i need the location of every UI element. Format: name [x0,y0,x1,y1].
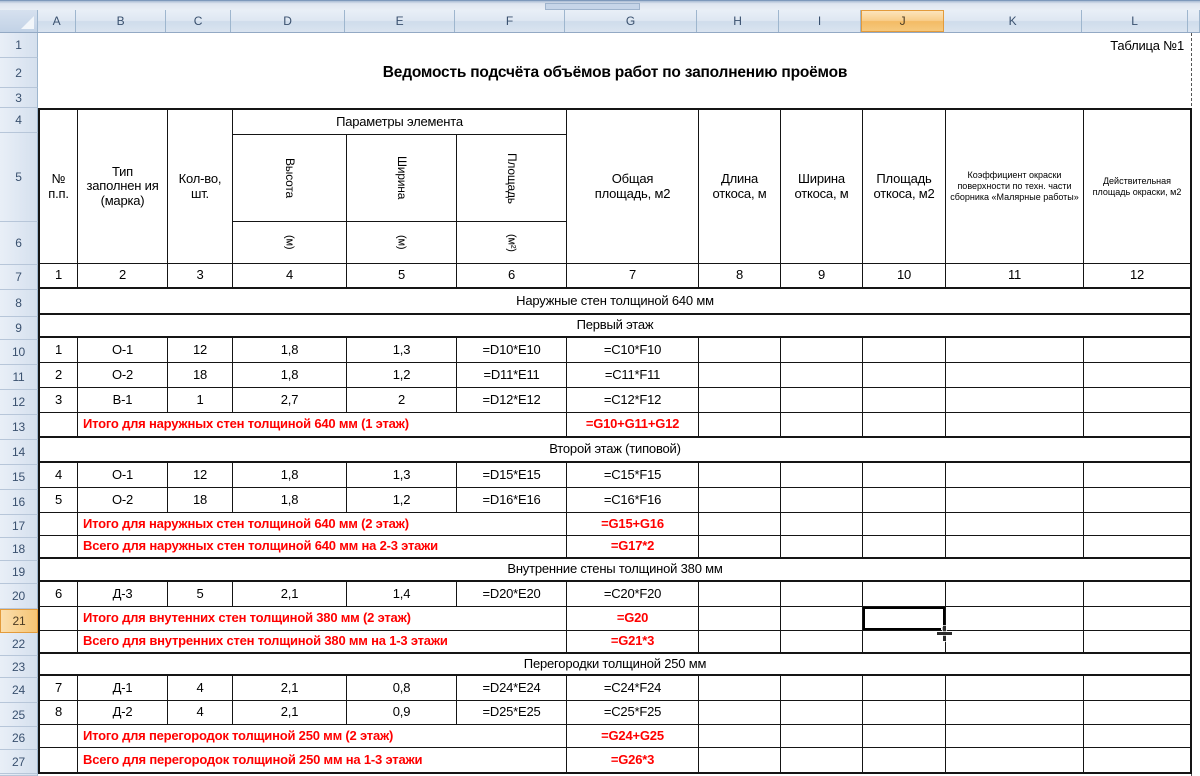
total-label-cell[interactable]: Итого для наружных стен толщиной 640 мм (2 этаж) [78,513,567,536]
table-cell[interactable]: О-1 [78,338,168,363]
header-cell-slope-area[interactable]: Площадь откоса, м2 [863,110,946,264]
section-row-cell[interactable]: Наружные стен толщиной 640 мм [40,289,1190,315]
table-cell[interactable] [946,725,1084,748]
formula-cell[interactable]: =G10+G11+G12 [567,413,699,438]
table-cell[interactable]: О-2 [78,363,168,388]
table-cell[interactable]: 4 [168,676,233,701]
table-cell[interactable]: Д-1 [78,676,168,701]
table-cell[interactable]: 18 [168,363,233,388]
table-cell[interactable]: 1,8 [233,363,347,388]
column-header-sliver [1188,10,1200,32]
table-cell[interactable] [781,582,863,607]
row-header-6[interactable]: 6 [0,222,38,265]
section-row-cell[interactable]: Первый этаж [40,315,1190,338]
row-header-24[interactable]: 24 [0,678,38,703]
column-number-cell[interactable]: 3 [168,264,233,289]
table-cell[interactable] [946,582,1084,607]
table-cell[interactable]: 2,1 [233,676,347,701]
table-cell[interactable] [946,488,1084,513]
table-cell[interactable] [781,631,863,654]
table-cell[interactable] [1084,536,1190,559]
table-cell[interactable] [946,338,1084,363]
table-cell[interactable] [863,363,946,388]
table-cell[interactable] [699,607,781,631]
row-header-14[interactable]: 14 [0,440,38,465]
row-header-26[interactable]: 26 [0,727,38,750]
worksheet-table [38,108,1192,774]
table-cell[interactable] [1084,338,1190,363]
column-number-cell[interactable]: 10 [863,264,946,289]
table-cell[interactable]: 18 [168,488,233,513]
row-header-2[interactable]: 2 [0,58,38,88]
table-cell[interactable] [1084,488,1190,513]
table-cell[interactable] [40,748,78,772]
table-cell[interactable]: 12 [168,463,233,488]
header-cell-area-unit[interactable]: (м²) [457,222,567,264]
column-header-G[interactable]: G [565,10,697,32]
table-cell[interactable] [781,513,863,536]
column-header-L[interactable]: L [1082,10,1188,32]
table-cell[interactable]: Д-3 [78,582,168,607]
column-number-cell[interactable]: 8 [699,264,781,289]
row-header-9[interactable]: 9 [0,317,38,340]
table-cell[interactable] [781,701,863,725]
table-cell[interactable]: 1,2 [347,488,457,513]
row-header-10[interactable]: 10 [0,340,38,365]
table-cell[interactable]: 2,7 [233,388,347,413]
table-cell[interactable] [946,413,1084,438]
table-cell[interactable] [781,363,863,388]
row-header-13[interactable]: 13 [0,415,38,440]
header-cell-slope-width[interactable]: Ширина откоса, м [781,110,863,264]
table-cell[interactable]: =C15*F15 [567,463,699,488]
table-cell[interactable] [946,748,1084,772]
column-number-cell[interactable]: 1 [40,264,78,289]
table-cell[interactable]: =D25*E25 [457,701,567,725]
table-cell[interactable]: 1,8 [233,338,347,363]
column-number-cell[interactable]: 12 [1084,264,1190,289]
table-cell[interactable] [946,513,1084,536]
formula-cell[interactable]: =G15+G16 [567,513,699,536]
column-header-I[interactable]: I [779,10,861,32]
sheet-area[interactable] [38,33,1200,776]
table-cell[interactable] [699,582,781,607]
header-cell-area[interactable]: Площадь [457,135,567,222]
total-label-cell[interactable]: Всего для внутренних стен толщиной 380 мм на 1-3 этажи [78,631,567,654]
table-cell[interactable] [863,463,946,488]
table-cell[interactable] [781,536,863,559]
table-cell[interactable]: =D12*E12 [457,388,567,413]
table-cell[interactable]: =D10*E10 [457,338,567,363]
table-cell[interactable]: 2,1 [233,582,347,607]
table-cell[interactable] [1084,725,1190,748]
column-header-F[interactable]: F [455,10,565,32]
table-cell[interactable]: 5 [40,488,78,513]
table-cell[interactable] [40,413,78,438]
table-cell[interactable] [946,463,1084,488]
column-number-cell[interactable]: 4 [233,264,347,289]
table-cell[interactable] [699,463,781,488]
table-cell[interactable]: =C11*F11 [567,363,699,388]
table-cell[interactable]: 1,3 [347,463,457,488]
table-cell[interactable]: 1,8 [233,488,347,513]
table-cell[interactable] [863,582,946,607]
header-cell-height[interactable]: Высота [233,135,347,222]
table-cell[interactable] [699,488,781,513]
table-cell[interactable]: =D20*E20 [457,582,567,607]
table-cell[interactable] [699,363,781,388]
mouse-cursor [937,626,952,641]
table-cell[interactable] [699,725,781,748]
table-cell[interactable] [699,338,781,363]
table-cell[interactable]: =C20*F20 [567,582,699,607]
formula-cell[interactable]: =G17*2 [567,536,699,559]
row-header-7[interactable]: 7 [0,265,38,290]
select-all-corner[interactable] [0,10,38,32]
column-header-H[interactable]: H [697,10,779,32]
section-row-cell[interactable]: Второй этаж (типовой) [40,438,1190,463]
table-cell[interactable] [40,513,78,536]
row-header-22[interactable]: 22 [0,633,38,656]
table-cell[interactable]: Д-2 [78,701,168,725]
table-cell[interactable] [699,413,781,438]
table-cell[interactable]: 2 [347,388,457,413]
table-cell[interactable]: 4 [40,463,78,488]
table-cell[interactable] [781,607,863,631]
table-cell[interactable] [781,388,863,413]
table-cell[interactable] [863,725,946,748]
table-cell[interactable]: О-1 [78,463,168,488]
table-cell[interactable] [40,536,78,559]
table-cell[interactable] [699,388,781,413]
row-header-5[interactable]: 5 [0,133,38,222]
sheet-title[interactable]: Ведомость подсчёта объёмов работ по заполнению проёмов [382,64,848,81]
table-cell[interactable] [40,631,78,654]
row-header-18[interactable]: 18 [0,538,38,561]
table-cell[interactable] [699,631,781,654]
table-cell[interactable]: =D24*E24 [457,676,567,701]
column-header-D[interactable]: D [231,10,345,32]
column-number-cell[interactable]: 7 [567,264,699,289]
table-cell[interactable] [863,748,946,772]
table-cell[interactable]: 7 [40,676,78,701]
column-number-cell[interactable]: 2 [78,264,168,289]
table-cell[interactable]: 1,4 [347,582,457,607]
total-label-cell[interactable]: Итого для наружных стен толщиной 640 мм (1 этаж) [78,413,567,438]
table-cell[interactable]: =D11*E11 [457,363,567,388]
header-cell-paint-coeff[interactable]: Коэффициент окраски поверхности по техн. части сборника «Малярные работы» [946,110,1084,264]
column-header-J[interactable]: J [861,10,944,32]
table-cell[interactable]: 0,9 [347,701,457,725]
column-number-cell[interactable]: 6 [457,264,567,289]
header-cell-total-area[interactable]: Общая площадь, м2 [567,110,699,264]
table-cell[interactable]: 6 [40,582,78,607]
row-header-23[interactable]: 23 [0,656,38,678]
header-cell-width-unit[interactable]: (м) [347,222,457,264]
formula-cell[interactable]: =G20 [567,607,699,631]
column-header-E[interactable]: E [345,10,455,32]
column-headers-strip [0,10,1200,33]
table-cell[interactable]: 3 [40,388,78,413]
header-cell-width[interactable]: Ширина [347,135,457,222]
table-number-note[interactable]: Таблица №1 [1110,38,1184,53]
column-number-cell[interactable]: 9 [781,264,863,289]
table-cell[interactable] [781,488,863,513]
table-cell[interactable] [699,513,781,536]
table-cell[interactable] [946,607,1084,631]
table-cell[interactable]: =D16*E16 [457,488,567,513]
total-label-cell[interactable]: Всего для перегородок толщиной 250 мм на 1-3 этажи [78,748,567,772]
column-header-K[interactable]: K [944,10,1082,32]
table-cell[interactable]: 2,1 [233,701,347,725]
row-header-21[interactable]: 21 [0,609,38,633]
table-cell[interactable]: =C24*F24 [567,676,699,701]
table-cell[interactable] [863,536,946,559]
row-header-16[interactable]: 16 [0,490,38,515]
section-row-cell[interactable]: Перегородки толщиной 250 мм [40,654,1190,676]
table-cell[interactable]: 5 [168,582,233,607]
table-cell[interactable] [863,388,946,413]
table-cell[interactable]: 1 [168,388,233,413]
row-header-12[interactable]: 12 [0,390,38,415]
formula-cell[interactable]: =G21*3 [567,631,699,654]
table-cell[interactable] [699,676,781,701]
table-cell[interactable]: 1,8 [233,463,347,488]
column-header-C[interactable]: C [166,10,231,32]
column-number-cell[interactable]: 5 [347,264,457,289]
table-cell[interactable] [1084,582,1190,607]
table-cell[interactable]: =C12*F12 [567,388,699,413]
column-number-cell[interactable]: 11 [946,264,1084,289]
table-cell[interactable]: 1 [40,338,78,363]
header-cell-height-unit[interactable]: (м) [233,222,347,264]
table-cell[interactable] [40,725,78,748]
row-header-19[interactable]: 19 [0,561,38,584]
table-cell[interactable] [863,413,946,438]
formula-cell[interactable]: =G24+G25 [567,725,699,748]
table-cell[interactable] [863,513,946,536]
table-cell[interactable]: 2 [40,363,78,388]
column-header-B[interactable]: B [76,10,166,32]
total-label-cell[interactable]: Всего для наружных стен толщиной 640 мм на 2-3 этажи [78,536,567,559]
table-cell[interactable] [40,607,78,631]
header-cell-type[interactable]: Тип заполнен ия (марка) [78,110,168,264]
table-cell[interactable] [1084,607,1190,631]
table-cell[interactable]: =C25*F25 [567,701,699,725]
table-cell[interactable] [699,701,781,725]
table-cell[interactable] [781,463,863,488]
table-cell[interactable] [863,676,946,701]
header-cell-slope-length[interactable]: Длина откоса, м [699,110,781,264]
formula-cell[interactable]: =G26*3 [567,748,699,772]
row-header-20[interactable]: 20 [0,584,38,609]
table-cell[interactable]: В-1 [78,388,168,413]
table-cell[interactable] [781,676,863,701]
table-cell[interactable] [946,631,1084,654]
table-cell[interactable]: О-2 [78,488,168,513]
table-cell[interactable]: 1,3 [347,338,457,363]
table-cell[interactable]: 1,2 [347,363,457,388]
table-cell[interactable] [1084,513,1190,536]
row-header-25[interactable]: 25 [0,703,38,727]
table-cell[interactable]: =C16*F16 [567,488,699,513]
table-cell[interactable] [946,701,1084,725]
header-cell-num[interactable]: № п.п. [40,110,78,264]
table-cell[interactable] [781,748,863,772]
table-cell[interactable] [946,536,1084,559]
table-cell[interactable] [1084,631,1190,654]
row-header-8[interactable]: 8 [0,290,38,317]
table-cell[interactable] [1084,363,1190,388]
table-cell[interactable] [863,338,946,363]
column-header-A[interactable]: A [38,10,76,32]
table-cell[interactable] [1084,676,1190,701]
table-cell[interactable] [1084,701,1190,725]
header-cell-actual-paint-area[interactable]: Действительная площадь окраски, м2 [1084,110,1190,264]
row-header-11[interactable]: 11 [0,365,38,390]
total-label-cell[interactable]: Итого для внутенних стен толщиной 380 мм (2 этаж) [78,607,567,631]
table-cell[interactable]: 8 [40,701,78,725]
formula-bar-inset [545,3,640,10]
selected-cell[interactable] [863,607,946,631]
table-cell[interactable] [699,748,781,772]
section-row-cell[interactable]: Внутренние стены толщиной 380 мм [40,559,1190,582]
table-cell[interactable] [781,725,863,748]
table-cell[interactable] [781,413,863,438]
row-header-17[interactable]: 17 [0,515,38,538]
row-header-27[interactable]: 27 [0,750,38,774]
formula-bar-sliver [0,0,1200,10]
select-all-triangle-icon [21,16,34,29]
table-cell[interactable] [863,701,946,725]
total-label-cell[interactable]: Итого для перегородок толщиной 250 мм (2 этаж) [78,725,567,748]
row-header-15[interactable]: 15 [0,465,38,490]
table-cell[interactable]: =D15*E15 [457,463,567,488]
row-header-3[interactable]: 3 [0,88,38,108]
table-cell[interactable] [946,676,1084,701]
table-cell[interactable] [863,488,946,513]
table-cell[interactable] [781,338,863,363]
header-cell-qty[interactable]: Кол-во, шт. [168,110,233,264]
table-cell[interactable] [946,363,1084,388]
table-cell[interactable] [1084,388,1190,413]
header-cell-params-group[interactable]: Параметры элемента [233,110,567,135]
table-cell[interactable]: 12 [168,338,233,363]
table-cell[interactable] [1084,463,1190,488]
table-cell[interactable]: =C10*F10 [567,338,699,363]
table-cell[interactable] [863,631,946,654]
table-cell[interactable]: 4 [168,701,233,725]
table-cell[interactable] [946,388,1084,413]
table-cell[interactable] [1084,748,1190,772]
row-headers-strip [0,33,38,776]
table-cell[interactable] [699,536,781,559]
row-header-1[interactable]: 1 [0,33,38,58]
table-cell[interactable] [1084,413,1190,438]
table-cell[interactable]: 0,8 [347,676,457,701]
row-header-4[interactable]: 4 [0,108,38,133]
